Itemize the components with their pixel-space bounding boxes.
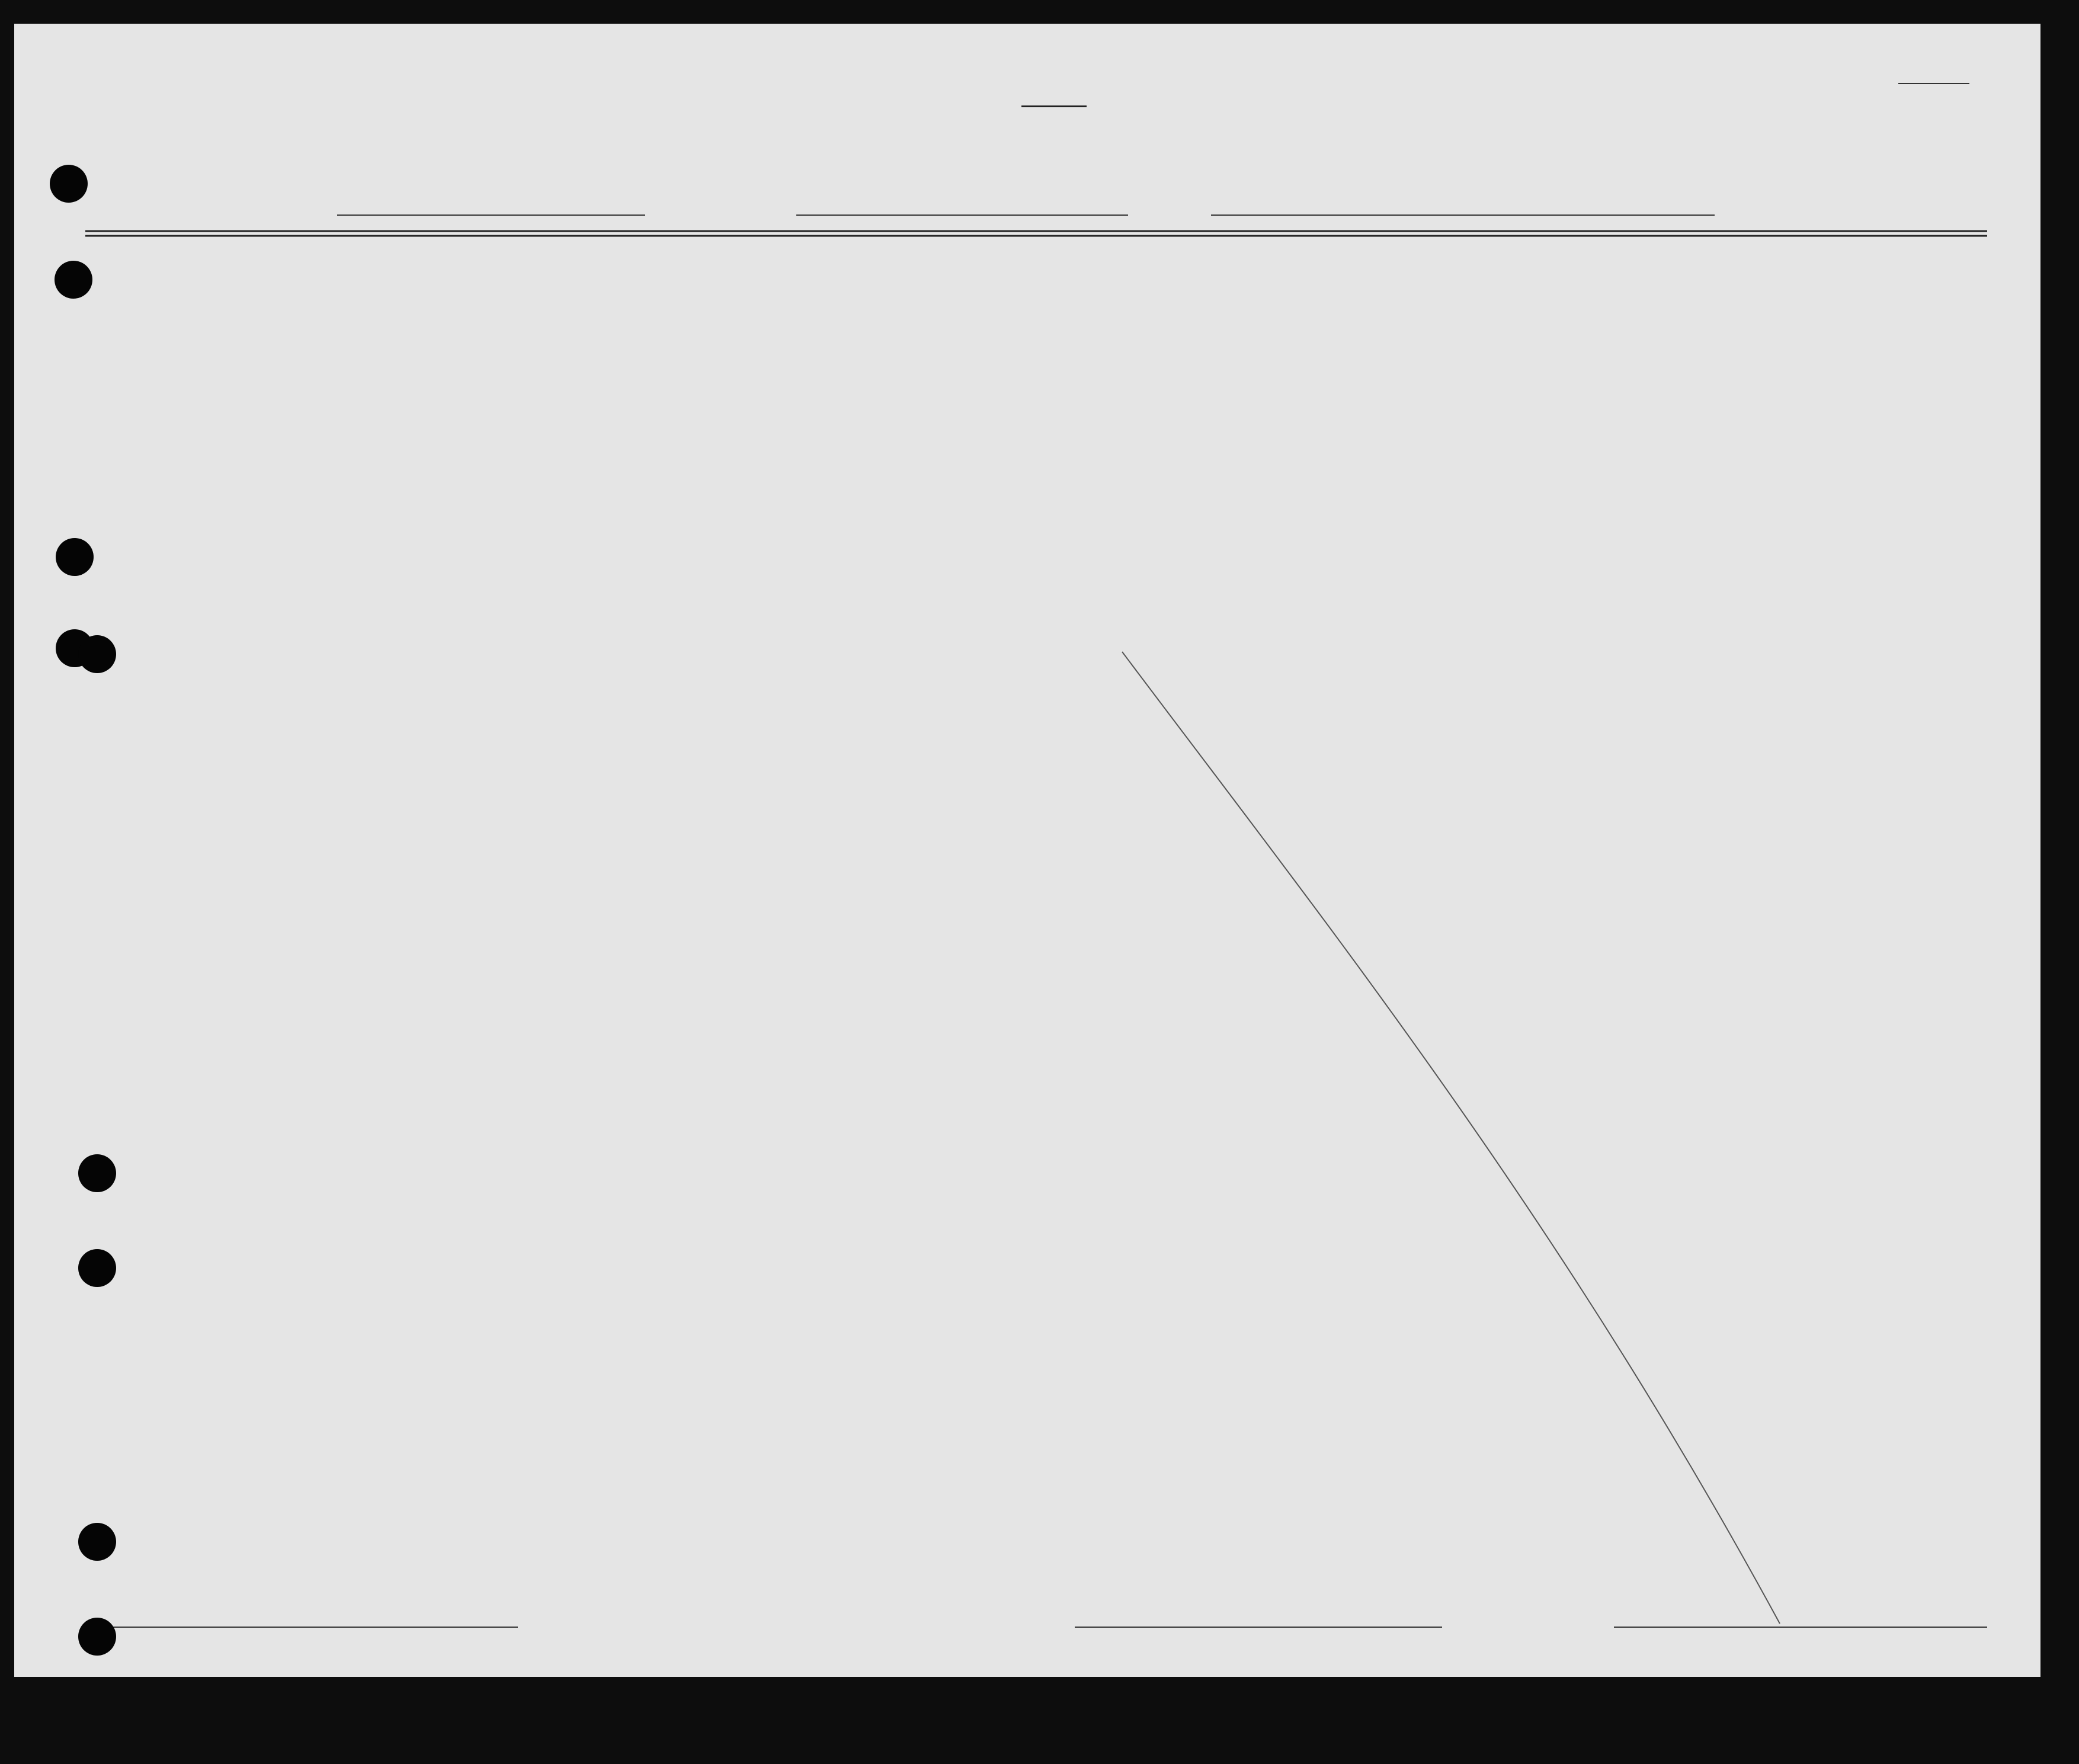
punch-hole: [78, 1523, 116, 1561]
agents-line: [1075, 1627, 1442, 1628]
punch-hole: [78, 1249, 116, 1287]
punch-hole: [78, 635, 116, 673]
punch-hole: [50, 165, 88, 203]
manifest-grid: [14, 24, 2040, 1677]
punch-hole: [55, 261, 92, 299]
owners-line: [85, 1627, 518, 1628]
punch-hole: [78, 1618, 116, 1656]
officer-line: [1614, 1627, 1987, 1628]
manifest-sheet: [14, 24, 2040, 1677]
cancel-line: [1122, 652, 1780, 1624]
punch-hole: [78, 1154, 116, 1192]
punch-hole: [56, 538, 94, 576]
